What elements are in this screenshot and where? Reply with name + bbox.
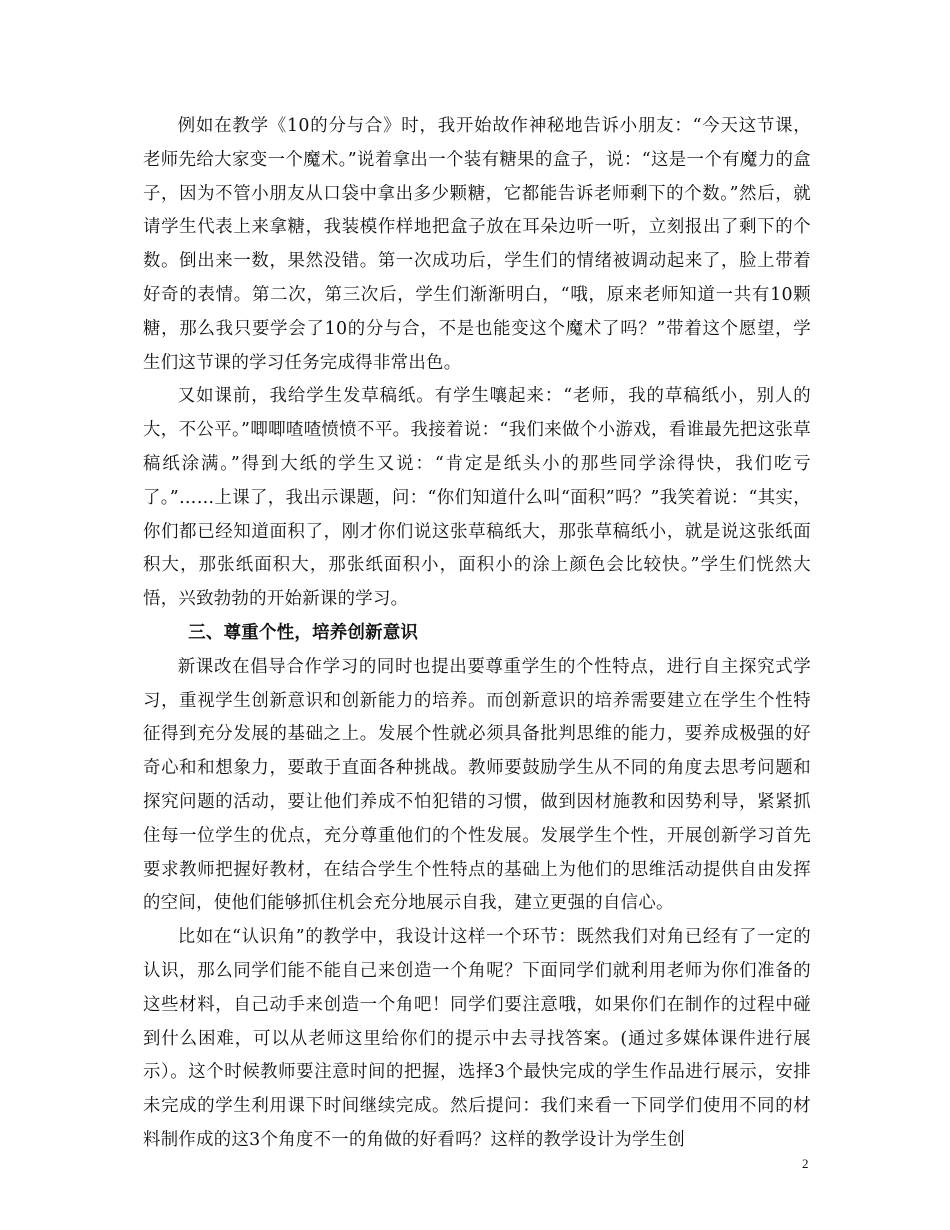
page-number: 2 (802, 1156, 809, 1171)
paragraph-magic-example: 例如在教学《10的分与合》时，我开始故作神秘地告诉小朋友：“今天这节课，老师先给大家变一个魔术。”说着拿出一个装有糖果的盒子，说：“这是一个有魔力的盒子，因为不管小朋友从口袋中拿出多少颗糖，它都能告诉老师剩下的个数。”然后，就请学生代表上来拿糖，我装模作样地把盒子放在耳朵边听一听，立刻报出了剩下的个数。倒出来一数，果然没错。第一次成功后，学生们的情绪被调动起来了，脸上带着好奇的表情。第二次，第三次后，学生们渐渐明白，“哦，原来老师知道一共有10颗糖，那么我只要学会了10的分与合，不是也能变这个魔术了吗？”带着这个愿望，学生们这节课的学习任务完成得非常出色。 (143, 116, 811, 373)
paragraph-angle-example: 比如在“认识角”的教学中，我设计这样一个环节：既然我们对角已经有了一定的认识，那么同学们能不能自己来创造一个角呢？下面同学们就利用老师为你们准备的这些材料，自己动手来创造一个角吧！同学们要注意哦，如果你们在制作的过程中碰到什么困难，可以从老师这里给你们的提示中去寻找答案。(通过多媒体课件进行展示）。这个时候教师要注意时间的把握，选择3个最快完成的学生作品进行展示，安排未完成的学生利用课下时间继续完成。然后提问：我们来看一下同学们使用不同的材料制作成的这3个角度不一的角做的好看吗？这样的教学设计为学生创 (143, 927, 811, 1150)
document-body (143, 110, 811, 1158)
section-heading: 三、尊重个性，培养创新意识 (188, 622, 419, 643)
paragraph-draft-paper-example: 又如课前，我给学生发草稿纸。有学生嚷起来：“老师，我的草稿纸小，别人的大，不公平。”唧唧喳喳愤愤不平。我接着说：“我们来做个小游戏，看谁最先把这张草稿纸涂满。”得到大纸的学生又说：“肯定是纸头小的那些同学涂得快，我们吃亏了。”……上课了，我出示课题，问：“你们知道什么叫“面积”吗？”我笑着说：“其实，你们都已经知道面积了，刚才你们说这张草稿纸大，那张草稿纸小，就是说这张纸面积大，那张纸面积大，那张纸面积小，面积小的涂上颜色会比较快。”学生们恍然大悟，兴致勃勃的开始新课的学习。 (143, 386, 811, 610)
paragraph-respect-individuality: 新课改在倡导合作学习的同时也提出要尊重学生的个性特点，进行自主探究式学习，重视学生创新意识和创新能力的培养。而创新意识的培养需要建立在学生个性特征得到充分发展的基础之上。发展个性就必须具备批判思维的能力，要养成极强的好奇心和和想象力，要敢于直面各种挑战。教师要鼓励学生从不同的角度去思考问题和探究问题的活动，要让他们养成不怕犯错的习惯，做到因材施教和因势利导，紧紧抓住每一位学生的优点，充分尊重他们的个性发展。发展学生个性，开展创新学习首先要求教师把握好教材，在结合学生个性特点的基础上为他们的思维活动提供自由发挥的空间，使他们能够抓住机会充分地展示自我，建立更强的自信心。 (143, 656, 811, 914)
